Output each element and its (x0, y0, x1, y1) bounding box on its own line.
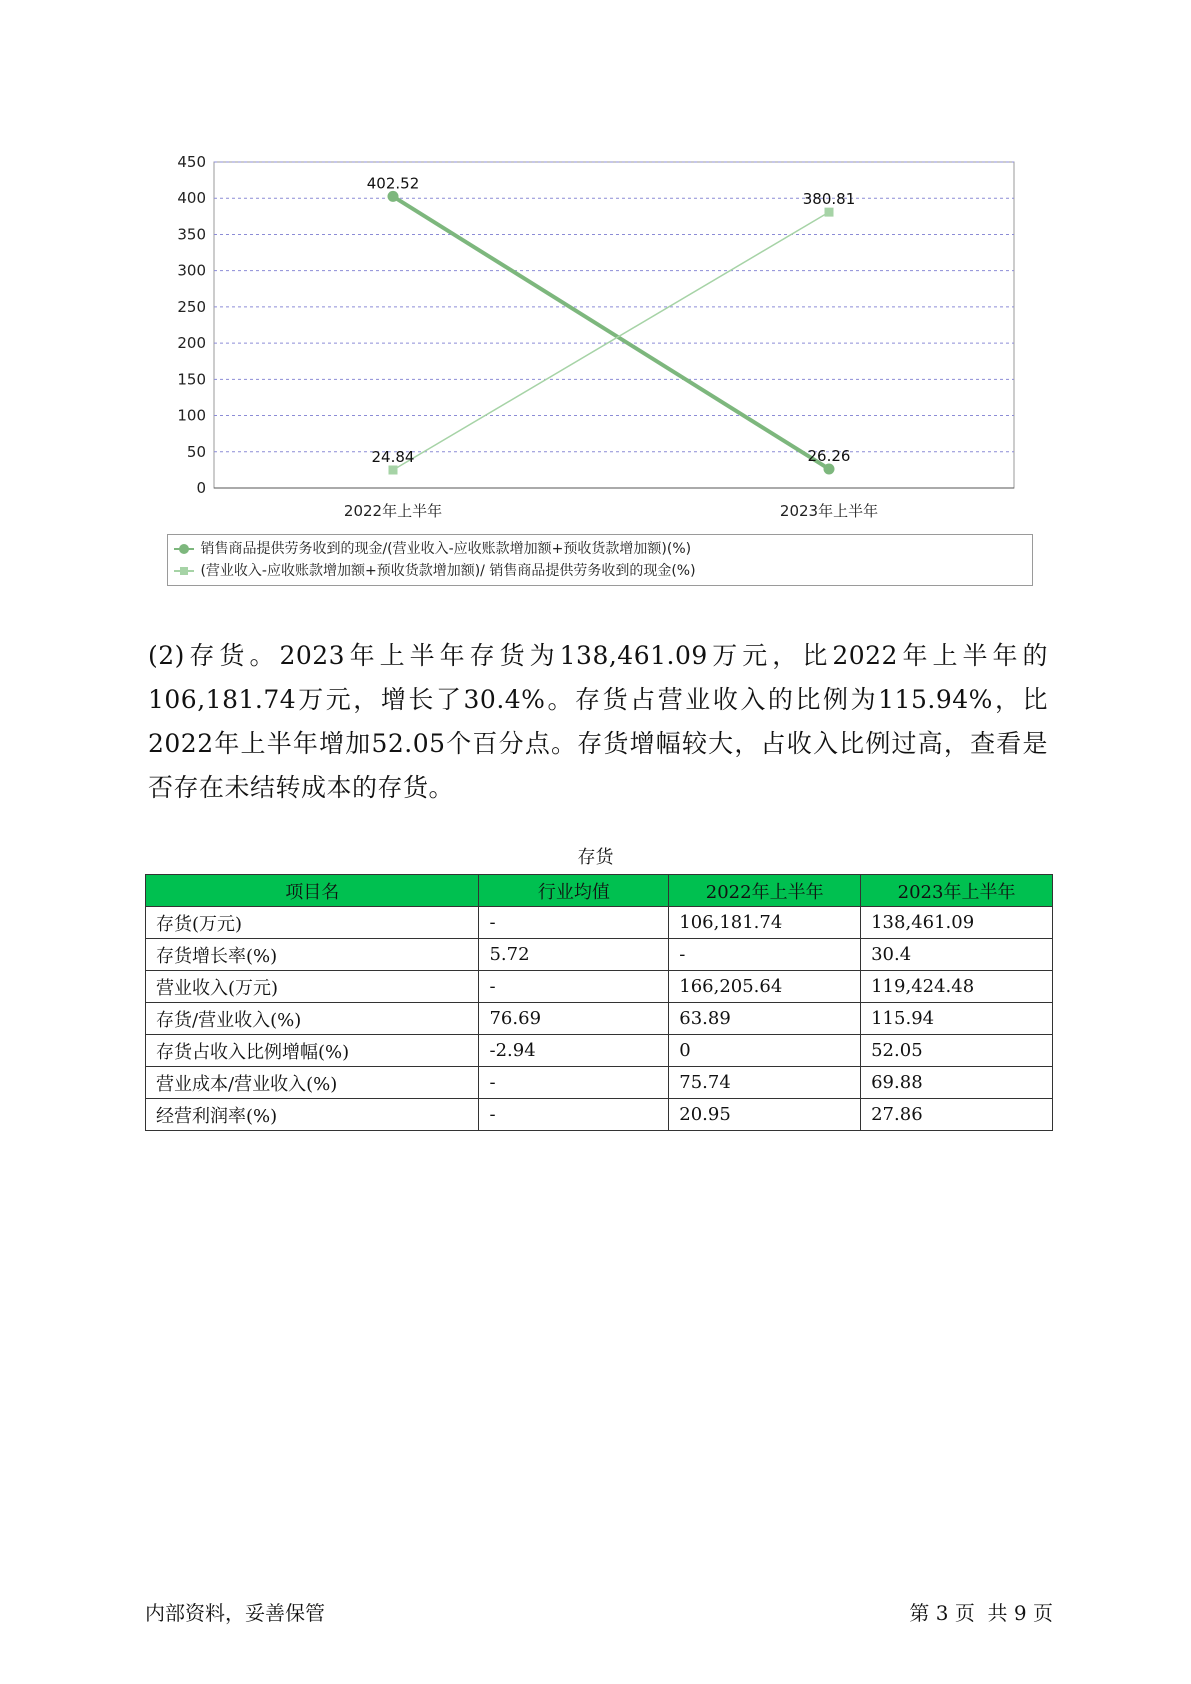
table-cell: 138,461.09 (861, 907, 1053, 939)
y-tick-label: 300 (177, 261, 206, 280)
table-cell: 30.4 (861, 939, 1053, 971)
table-row (146, 971, 1053, 1003)
y-tick-label: 450 (177, 153, 206, 171)
data-point (389, 466, 398, 475)
header-2022-h1: 2022年上半年 (669, 875, 861, 907)
y-tick-label: 0 (196, 479, 206, 497)
x-tick-label: 2022年上半年 (343, 502, 443, 520)
table-cell: 存货占收入比例增幅(%) (146, 1035, 479, 1067)
table-cell: 76.69 (479, 1003, 669, 1035)
table-cell: - (669, 939, 861, 971)
data-point (825, 208, 834, 217)
table-cell: - (479, 1067, 669, 1099)
table-cell: 106,181.74 (669, 907, 861, 939)
series-line-1 (393, 196, 829, 469)
legend-item-series1 (174, 538, 691, 560)
table-cell: -2.94 (479, 1035, 669, 1067)
table-cell: 27.86 (861, 1099, 1053, 1131)
table-cell: 经营利润率(%) (146, 1099, 479, 1131)
table-cell: 115.94 (861, 1003, 1053, 1035)
table-row (146, 1035, 1053, 1067)
table-cell: 166,205.64 (669, 971, 861, 1003)
legend-label-series1: 销售商品提供劳务收到的现金/(营业收入-应收账款增加额+预收货款增加额)(%) (200, 541, 692, 557)
data-point (824, 463, 835, 474)
table-cell: 存货(万元) (146, 907, 479, 939)
table-cell: - (479, 907, 669, 939)
inventory-table (145, 874, 1053, 1131)
table-cell: 63.89 (669, 1003, 861, 1035)
y-tick-label: 350 (177, 225, 206, 244)
table-cell: 存货增长率(%) (146, 939, 479, 971)
data-point (388, 191, 399, 202)
header-2023-h1: 2023年上半年 (861, 875, 1053, 907)
line-chart (0, 0, 1191, 600)
data-label: 402.52 (366, 174, 420, 193)
legend-item-series2 (174, 560, 696, 582)
data-label: 380.81 (802, 190, 856, 209)
table-cell: 存货/营业收入(%) (146, 1003, 479, 1035)
y-tick-label: 200 (177, 334, 206, 353)
table-cell: 0 (669, 1035, 861, 1067)
y-tick-label: 100 (177, 406, 206, 425)
table-cell: - (479, 1099, 669, 1131)
plot-frame (214, 162, 1014, 488)
data-label: 24.84 (371, 448, 415, 467)
y-tick-label: 250 (177, 297, 206, 316)
table-row (146, 1067, 1053, 1099)
table-cell: 119,424.48 (861, 971, 1053, 1003)
table-cell: - (479, 971, 669, 1003)
table-row (146, 1099, 1053, 1131)
footer-confidential-note: 内部资料，妥善保管 (145, 1601, 325, 1625)
table-cell: 52.05 (861, 1035, 1053, 1067)
y-tick-label: 150 (177, 370, 206, 389)
y-tick-label: 400 (177, 189, 206, 208)
header-item-name: 项目名 (146, 875, 479, 907)
table-cell: 75.74 (669, 1067, 861, 1099)
footer-page-number: 第 3 页 共 9 页 (909, 1601, 1053, 1625)
table-cell: 营业成本/营业收入(%) (146, 1067, 479, 1099)
table-cell: 营业收入(万元) (146, 971, 479, 1003)
inventory-paragraph: (2)存货。2023年上半年存货为138,461.09万元，比2022年上半年的106,181.74万元，增长了30.4%。存货占营业收入的比例为115.94%，比2022年上半年增加52.05个百分点。存货增幅较大，占收入比例过高，查看是否存在未结转成本的存货。 (148, 641, 1048, 802)
table-header-row (146, 875, 1053, 907)
legend-label-series2: (营业收入-应收账款增加额+预收货款增加额)/ 销售商品提供劳务收到的现金(%) (200, 563, 696, 579)
table-cell: 69.88 (861, 1067, 1053, 1099)
table-cell: 5.72 (479, 939, 669, 971)
legend-circle-marker-icon (174, 538, 196, 560)
table-title: 存货 (577, 847, 614, 868)
table-row (146, 907, 1053, 939)
table-row (146, 1003, 1053, 1035)
y-tick-label: 50 (186, 442, 206, 461)
table-row (146, 939, 1053, 971)
header-industry-avg: 行业均值 (479, 875, 669, 907)
chart-legend (167, 534, 1033, 586)
table-cell: 20.95 (669, 1099, 861, 1131)
x-tick-label: 2023年上半年 (779, 502, 879, 520)
legend-square-marker-icon (174, 560, 196, 582)
data-label: 26.26 (807, 446, 851, 465)
series-line-2 (393, 212, 829, 470)
